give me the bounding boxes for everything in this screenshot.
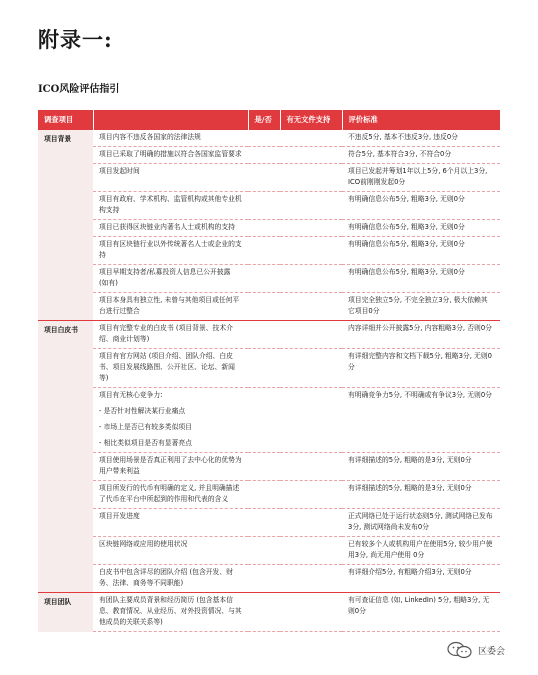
- criteria-cell: 有详细完整内容和文档下载5分, 粗略3分, 无则0分: [342, 349, 500, 388]
- file-support-cell: [280, 164, 342, 192]
- table-row: [38, 237, 500, 265]
- criteria-cell: 已有较多个人或机构用户在使用5分, 较少用户使用3分, 尚无用户使用 0分: [342, 537, 500, 565]
- yes-no-cell: [248, 164, 280, 192]
- table-row: [38, 388, 500, 453]
- survey-item-cell: [93, 265, 248, 293]
- section-subtitle: ICO风险评估指引: [38, 84, 120, 95]
- yes-no-cell: [248, 349, 280, 388]
- survey-subitem: - 是否针对性解决某行业痛点: [99, 407, 186, 415]
- table-row: [38, 265, 500, 293]
- criteria-cell: 有明确竞争力5分, 不明确或有争议3分, 无则0分: [342, 388, 500, 453]
- survey-item-cell: [93, 164, 248, 192]
- survey-item-text: 项目有政府、学术机构、监管机构或其他专业机构支持: [99, 195, 242, 214]
- table-row: [38, 321, 500, 349]
- file-support-cell: [280, 321, 342, 349]
- file-support-cell: [280, 565, 342, 593]
- file-support-cell: [280, 265, 342, 293]
- yes-no-cell: [248, 147, 280, 164]
- file-support-cell: [280, 293, 342, 321]
- survey-item-text: 有团队主要成员背景和经历简历 (包含基本信息、教育情况、从业经历、对外投资情况、与其他成员的关联关系等): [99, 596, 242, 626]
- survey-item-cell: [93, 321, 248, 349]
- criteria-cell: 符合5分, 基本符合3分, 不符合0分: [342, 147, 500, 164]
- table-row: [38, 537, 500, 565]
- table-row: [38, 147, 500, 164]
- wechat-icon: [446, 641, 474, 659]
- yes-no-cell: [248, 481, 280, 509]
- file-support-cell: [280, 537, 342, 565]
- header-yes-no: 是/否: [248, 110, 280, 130]
- yes-no-cell: [248, 537, 280, 565]
- survey-item-text: 项目发起时间: [99, 167, 140, 175]
- survey-item-cell: [93, 192, 248, 220]
- ico-risk-table: [38, 110, 500, 632]
- table-row: [38, 509, 500, 537]
- table-row: [38, 453, 500, 481]
- survey-item-text: 项目有区块链行业以外传统著名人士或企业的支持: [99, 240, 242, 259]
- survey-item-text: 项目早期支持者/私募投资人信息已公开披露 (如有): [99, 268, 231, 287]
- yes-no-cell: [248, 388, 280, 453]
- section-category: 项目白皮书: [38, 321, 93, 593]
- file-support-cell: [280, 192, 342, 220]
- table-row: [38, 164, 500, 192]
- survey-item-text: 区块链网络或应用的使用状况: [99, 540, 188, 548]
- survey-item-cell: [93, 565, 248, 593]
- table-row: [38, 192, 500, 220]
- criteria-cell: 有明确信息公布5分, 粗略3分, 无则0分: [342, 192, 500, 220]
- survey-item-text: 项目有完整专业的白皮书 (项目背景、技术介绍、商业计划等): [99, 324, 233, 343]
- criteria-cell: 有可查证信息 (如, LinkedIn) 5分, 粗略3分, 无则0分: [342, 593, 500, 632]
- survey-item-text: 项目所发行的代币有明确的定义, 并且明确描述了代币在平台中所起到的作用和代表的含义: [99, 484, 240, 503]
- criteria-cell: 内容详细并公开披露5分, 内容粗略3分, 否则0分: [342, 321, 500, 349]
- criteria-cell: 有明确信息公布5分, 粗略3分, 无则0分: [342, 265, 500, 293]
- table-row: [38, 481, 500, 509]
- criteria-cell: 项目已发起并筹划1年以上5分, 6个月以上3分, ICO前刚刚发起0分: [342, 164, 500, 192]
- header-file-support: 有无文件支持: [280, 110, 342, 130]
- survey-item-text: 项目内容不违反各国家的法律法规: [99, 133, 201, 141]
- header-blank: [93, 110, 248, 130]
- survey-item-text: 项目有官方网站 (项目介绍、团队介绍、白皮书、项目发展线路图、公开社区、论坛、新闻等): [99, 352, 235, 382]
- file-support-cell: [280, 481, 342, 509]
- table-row: [38, 220, 500, 237]
- survey-item-cell: [93, 537, 248, 565]
- table-row: [38, 565, 500, 593]
- file-support-cell: [280, 388, 342, 453]
- yes-no-cell: [248, 220, 280, 237]
- file-support-cell: [280, 130, 342, 147]
- yes-no-cell: [248, 265, 280, 293]
- yes-no-cell: [248, 565, 280, 593]
- survey-subitem: - 相比类似项目是否有显著亮点: [99, 439, 192, 447]
- criteria-cell: 正式网络已处于运行状态则5分, 测试网络已发布3分, 测试网络尚未发布0分: [342, 509, 500, 537]
- survey-item-text: 项目本身具有独立性, 未曾与其他项目或任何平台进行过整合: [99, 296, 240, 315]
- yes-no-cell: [248, 321, 280, 349]
- survey-item-cell: [93, 220, 248, 237]
- survey-item-text: 项目已获得区块链业内著名人士或机构的支持: [99, 223, 235, 231]
- criteria-cell: 有详细描述的5分, 粗略的是3分, 无则0分: [342, 453, 500, 481]
- survey-item-text: 白皮书中包含详尽的团队介绍 (包含开发、财务、法律、商务等不同职能): [99, 568, 233, 587]
- file-support-cell: [280, 453, 342, 481]
- criteria-cell: 有明确信息公布5分, 粗略3分, 无则0分: [342, 237, 500, 265]
- survey-item-text: 项目开发进度: [99, 512, 140, 520]
- criteria-cell: 不违反5分, 基本不违反3分, 违反0分: [342, 130, 500, 147]
- appendix-heading: 附录一:: [38, 27, 113, 52]
- yes-no-cell: [248, 192, 280, 220]
- survey-item-cell: [93, 593, 248, 632]
- section-category: 项目团队: [38, 593, 93, 632]
- table-row: [38, 130, 500, 147]
- criteria-cell: 有明确信息公布5分, 粗略3分, 无则0分: [342, 220, 500, 237]
- criteria-cell: 有详细描述的5分, 粗略的是3分, 无则0分: [342, 481, 500, 509]
- watermark-text: 区委会: [478, 646, 506, 657]
- table-header-row: [38, 110, 500, 130]
- yes-no-cell: [248, 593, 280, 632]
- section-category: 项目背景: [38, 130, 93, 321]
- file-support-cell: [280, 349, 342, 388]
- watermark: [446, 641, 505, 659]
- yes-no-cell: [248, 237, 280, 265]
- survey-item-text: 项目使用场景是否真正利用了去中心化的优势为用户带来利益: [99, 456, 242, 475]
- file-support-cell: [280, 237, 342, 265]
- survey-item-cell: [93, 481, 248, 509]
- header-survey-item: 调查项目: [38, 110, 93, 130]
- survey-item-cell: [93, 388, 248, 453]
- survey-item-cell: [93, 130, 248, 147]
- survey-item-cell: [93, 349, 248, 388]
- file-support-cell: [280, 509, 342, 537]
- yes-no-cell: [248, 453, 280, 481]
- header-criteria: 评价标准: [342, 110, 500, 130]
- table-row: [38, 349, 500, 388]
- file-support-cell: [280, 147, 342, 164]
- file-support-cell: [280, 593, 342, 632]
- yes-no-cell: [248, 509, 280, 537]
- survey-item-cell: [93, 509, 248, 537]
- yes-no-cell: [248, 130, 280, 147]
- survey-item-text: 项目有无核心竞争力:: [99, 391, 163, 399]
- survey-item-cell: [93, 147, 248, 164]
- yes-no-cell: [248, 293, 280, 321]
- survey-item-cell: [93, 293, 248, 321]
- table-row: [38, 293, 500, 321]
- survey-subitem: - 市场上是否已有较多类似项目: [99, 423, 192, 431]
- survey-item-cell: [93, 453, 248, 481]
- criteria-cell: 有详细介绍5分, 有粗略介绍3分, 无则0分: [342, 565, 500, 593]
- survey-item-text: 项目已采取了明确的措施以符合各国家监管要求: [99, 150, 242, 158]
- criteria-cell: 项目完全独立5分, 不完全独立3分, 极大依赖其它项目0分: [342, 293, 500, 321]
- file-support-cell: [280, 220, 342, 237]
- table-body: [38, 130, 500, 632]
- table-row: [38, 593, 500, 632]
- survey-item-cell: [93, 237, 248, 265]
